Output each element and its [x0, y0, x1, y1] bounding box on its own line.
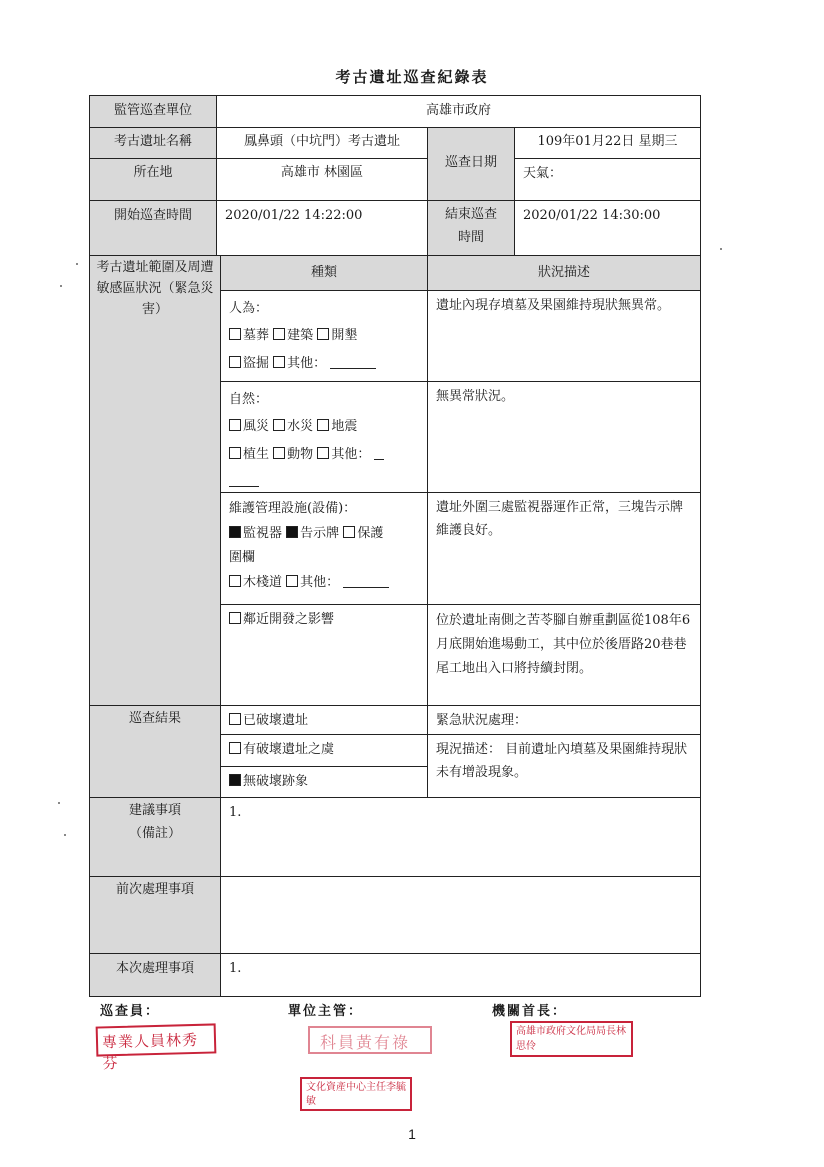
scan-speck — [58, 802, 60, 804]
human-title: 人為： — [229, 301, 269, 316]
checkbox-facility-5[interactable] — [286, 575, 298, 587]
checkbox-human-2[interactable] — [317, 328, 329, 340]
nature-opt-label: 動物 — [287, 446, 314, 462]
result-opt-0 — [220, 705, 428, 735]
human-opt-label: 開墾 — [331, 328, 358, 344]
label-previous: 前次處理事項 — [89, 876, 221, 954]
checkbox-human-0[interactable] — [229, 328, 241, 340]
value-location: 高雄市 林園區 — [216, 158, 428, 201]
checkbox-nature-1[interactable] — [273, 419, 285, 431]
result-label: 有破壞遺址之虞 — [243, 742, 335, 757]
value-previous — [220, 876, 701, 954]
facility-title: 維護管理設施(設備)： — [229, 501, 357, 516]
checkbox-facility-2[interactable] — [343, 526, 355, 538]
label-suggestion: 建議事項（備註） — [89, 797, 221, 877]
checkbox-facility-4[interactable] — [229, 575, 241, 587]
label-site-name: 考古遺址名稱 — [89, 127, 217, 159]
nearby-desc: 位於遺址南側之苦苓腳自辦重劃區從108年6月底開始進場動工，其中位於後厝路20巷巷尾工地出入口將持續封閉。 — [427, 604, 701, 706]
blank-line — [374, 449, 384, 460]
blank-line — [343, 577, 389, 588]
scan-speck — [60, 285, 62, 287]
facility-opt-label: 告示牌 — [300, 525, 340, 541]
scan-speck — [64, 834, 66, 836]
checkbox-result-0[interactable] — [229, 713, 241, 725]
checkbox-human-1[interactable] — [273, 328, 285, 340]
label-unit: 監管巡查單位 — [89, 95, 217, 128]
checkbox-human-3[interactable] — [229, 356, 241, 368]
facility-opt-label: 圍欄 — [229, 550, 256, 566]
nature-title: 自然： — [229, 392, 269, 407]
checkbox-result-2[interactable] — [229, 774, 241, 786]
checkbox-nature-4[interactable] — [273, 447, 285, 459]
label-start-time: 開始巡查時間 — [89, 200, 217, 256]
nearby-type — [220, 604, 428, 706]
result-opt-2 — [220, 766, 428, 798]
facility-opt-label: 保護 — [357, 525, 384, 541]
stamp-inspector: 專業人員林秀芬 — [96, 1023, 217, 1056]
label-range: 考古遺址範圍及周遭敏感區狀況（緊急災害） — [89, 255, 221, 706]
result-label: 無破壞跡象 — [243, 774, 309, 789]
nature-opt-label: 其他： — [331, 446, 371, 462]
human-opt-label: 盜掘 — [243, 355, 270, 371]
facility-types — [220, 492, 428, 605]
value-start-time: 2020/01/22 14:22:00 — [216, 200, 428, 256]
checkbox-nature-3[interactable] — [229, 447, 241, 459]
facility-opt-label: 木棧道 — [243, 575, 283, 591]
page-title: 考古遺址巡查紀錄表 — [335, 68, 489, 86]
human-opt-label: 其他： — [287, 355, 327, 371]
result-label: 已破壞遺址 — [243, 713, 309, 728]
blank-line — [229, 476, 259, 487]
value-date: 109年01月22日 星期三 — [514, 127, 701, 159]
checkbox-facility-0[interactable] — [229, 526, 241, 538]
nature-opt-label: 植生 — [243, 446, 270, 462]
blank-line — [330, 358, 376, 369]
human-types — [220, 290, 428, 382]
value-unit: 高雄市政府 — [216, 95, 701, 128]
facility-desc: 遺址外圍三處監視器運作正常，三塊告示牌維護良好。 — [427, 492, 701, 605]
human-opt-label: 墓葬 — [243, 328, 270, 344]
checkbox-result-1[interactable] — [229, 742, 241, 754]
stamp-supervisor: 科員黃有祿 — [308, 1026, 432, 1054]
scan-speck — [720, 248, 722, 250]
checkbox-nature-5[interactable] — [317, 447, 329, 459]
nature-opt-label: 地震 — [331, 419, 358, 435]
checkbox-facility-1[interactable] — [286, 526, 298, 538]
human-opt-label: 建築 — [287, 328, 314, 344]
nearby-label: 鄰近開發之影響 — [243, 612, 335, 627]
label-result: 巡查結果 — [89, 705, 221, 798]
checkbox-nature-0[interactable] — [229, 419, 241, 431]
sig-supervisor: 單位主管： — [288, 1004, 364, 1019]
nature-opt-label: 風災 — [243, 419, 270, 435]
label-end-time: 結束巡查時間 — [427, 200, 515, 256]
facility-opt-label: 其他： — [300, 575, 340, 591]
checkbox-nature-2[interactable] — [317, 419, 329, 431]
status-description: 現況描述： 目前遺址內墳墓及果園維持現狀未有增設現象。 — [427, 734, 701, 798]
page-number: 1 — [408, 1126, 416, 1142]
sig-head: 機關首長： — [492, 1004, 568, 1019]
checkbox-nearby[interactable] — [229, 612, 241, 624]
emergency-handling: 緊急狀況處理： — [427, 705, 701, 735]
type-header: 種類 — [220, 255, 428, 291]
value-current: 1. — [220, 953, 701, 997]
label-current: 本次處理事項 — [89, 953, 221, 997]
value-suggestion: 1. — [220, 797, 701, 877]
label-inspect-date: 巡查日期 — [427, 127, 515, 201]
scan-speck — [76, 263, 78, 265]
stamp-head: 高雄市政府文化局局長林思伶 — [510, 1021, 633, 1057]
facility-opt-label: 監視器 — [243, 525, 283, 541]
nature-types — [220, 381, 428, 493]
human-desc: 遺址內現存墳墓及果園維持現狀無異常。 — [427, 290, 701, 382]
result-opt-1 — [220, 734, 428, 767]
checkbox-human-4[interactable] — [273, 356, 285, 368]
value-weather: 天氣： — [514, 158, 701, 201]
sig-inspector: 巡查員： — [100, 1004, 161, 1019]
stamp-center: 文化資產中心主任李毓敏 — [300, 1077, 412, 1111]
value-site-name: 鳳鼻頭（中坑門）考古遺址 — [216, 127, 428, 159]
desc-header: 狀況描述 — [427, 255, 701, 291]
nature-desc: 無異常狀況。 — [427, 381, 701, 493]
label-location: 所在地 — [89, 158, 217, 201]
nature-opt-label: 水災 — [287, 419, 314, 435]
value-end-time: 2020/01/22 14:30:00 — [514, 200, 701, 256]
